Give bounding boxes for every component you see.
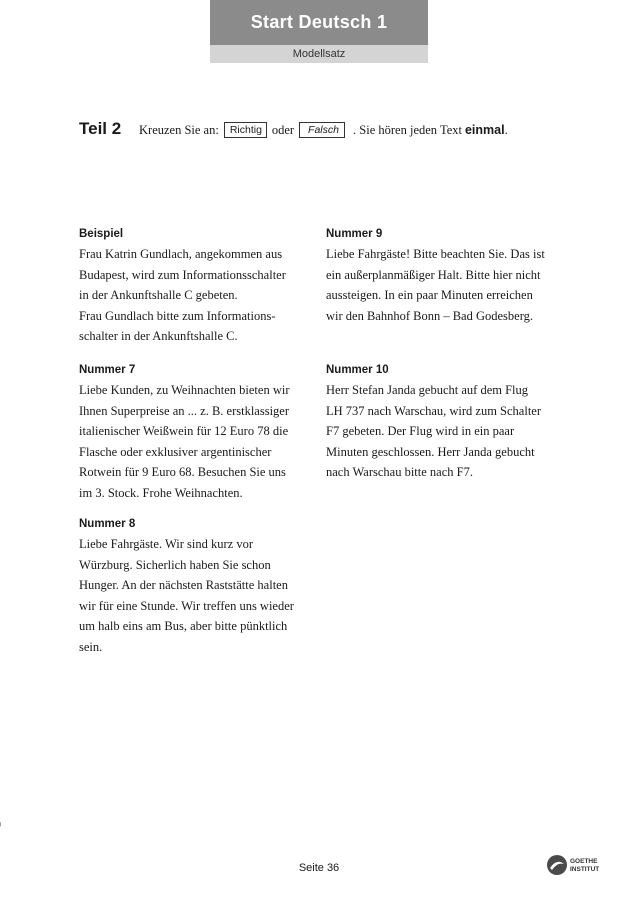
falsch-box: Falsch [299, 122, 345, 138]
instruction-connector: oder [271, 122, 295, 137]
block-text: Frau Katrin Gundlach, angekommen aus Budapest, wird zum Informationsschalter in der Ankunftshalle C gebeten. Frau Gundlach bitte zum Informations- schalter in der Ankunftshalle C. [79, 247, 286, 343]
block-text: Liebe Kunden, zu Weihnachten bieten wir Ihnen Superpreise an ... z. B. erstklassiger italienischer Weißwein für 12 Euro 78 die Flasche oder exklusiver argentinischer Rotwein für 9 Euro 68. Besuchen Sie uns im 3. Stock. Frohe Weihnachten. [79, 383, 290, 500]
text-block-nummer-9 [326, 227, 558, 326]
instruction-prefix: Kreuzen Sie an: [139, 122, 219, 137]
part-heading: Teil 2 [79, 119, 122, 138]
instruction-suffix: . Sie hören jeden Text [353, 122, 462, 137]
logo-line-1: GOETHE [570, 858, 598, 865]
block-heading: Nummer 9 [326, 228, 383, 240]
block-heading: Nummer 10 [326, 364, 389, 376]
task-instruction [139, 121, 508, 139]
page-number: Seite 36 [298, 862, 340, 874]
block-text: Liebe Fahrgäste! Bitte beachten Sie. Das ist ein außerplanmäßiger Halt. Bitte hier nicht aussteigen. In ein paar Minuten erreichen wir den Bahnhof Bonn – Bad Godesberg. [326, 247, 545, 323]
block-text: Herr Stefan Janda gebucht auf dem Flug LH 737 nach Warschau, wird zum Schalter F7 gebeten. Der Flug wird in ein paar Minuten geschlossen. Herr Janda gebucht nach Warschau bitte nach F7. [326, 383, 542, 479]
logo-line-2: INSTITUT [570, 866, 600, 873]
document-code [0, 799, 1, 840]
text-block-beispiel [79, 227, 311, 347]
exam-title: Start Deutsch 1 [210, 0, 428, 45]
logo-circle-icon [547, 855, 567, 875]
block-text: Liebe Fahrgäste. Wir sind kurz vor Würzburg. Sicherlich haben Sie schon Hunger. An der nächsten Raststätte halten wir für eine Stunde. Wir treffen uns wieder um halb eins am Bus, aber bitte pünktlich sein. [79, 537, 294, 654]
text-block-nummer-10 [326, 363, 558, 483]
text-block-nummer-7 [79, 363, 311, 503]
text-block-nummer-8 [79, 517, 311, 657]
goethe-institut-logo [546, 852, 618, 878]
instruction-emphasis: einmal [464, 123, 505, 137]
richtig-box: Richtig [224, 122, 267, 138]
exam-subtitle: Modellsatz [210, 45, 428, 63]
block-heading: Nummer 8 [79, 518, 136, 530]
block-heading: Beispiel [79, 228, 124, 240]
instruction-period: . [504, 122, 508, 137]
block-heading: Nummer 7 [79, 364, 136, 376]
